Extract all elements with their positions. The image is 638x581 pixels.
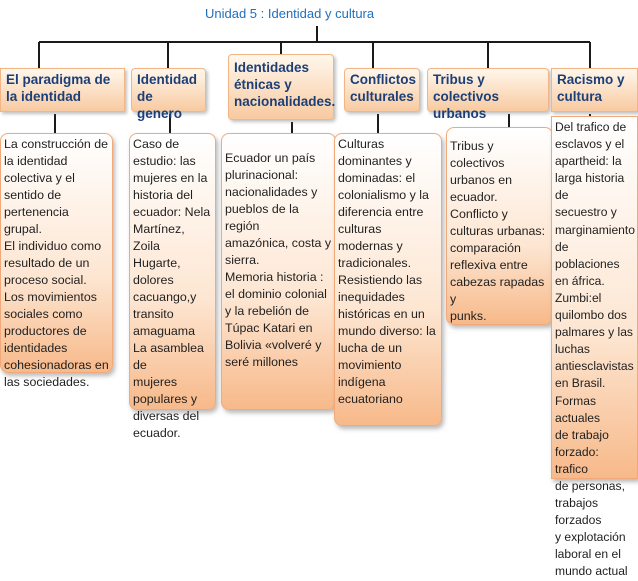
header-paradigma-identidad xyxy=(0,68,125,112)
header-tribus-colectivos xyxy=(427,68,549,121)
diagram-title: Unidad 5 : Identidad y cultura xyxy=(205,6,375,21)
body-text: Ecuador un país plurinacional: nacionalidades y pueblos de la región amazónica, costa y sierra. Memoria historia : el dominio colonial y la rebelión de Túpac Katari en Bolivia «volveré y seré millones xyxy=(225,151,332,369)
header-label: Racismo y cultura xyxy=(557,72,625,104)
header-label: Tribus y colectivos urbanos xyxy=(433,72,500,121)
header-label: Identidades étnicas y nacionalidades. xyxy=(234,60,336,109)
header-label: Conflictos culturales xyxy=(350,72,416,104)
header-conflictos-culturales xyxy=(344,68,420,112)
header-identidad-genero xyxy=(131,68,206,121)
body-text: Caso de estudio: las mujeres en la historia del ecuador: Nela Martínez, Zoila Hugarte, dolores cacuango,y transito amaguama La asamblea de mujeres populares y diversas del ecuador. xyxy=(133,137,211,440)
header-label: El paradigma de la identidad xyxy=(6,72,111,104)
header-label: Identidad de genero xyxy=(137,72,197,121)
body-identidades-etnicas xyxy=(221,133,336,410)
body-identidad-genero xyxy=(129,133,216,440)
body-tribus-colectivos xyxy=(446,127,553,325)
body-text: Del trafico de esclavos y el apartheid: la larga historia de secuestro y marginamiento de poblaciones en áfrica. Zumbi:el quilombo dos palmares y las luchas antiesclavistas en Brasil. Formas actuales de trabajo forzado: trafico de personas, trabajos forzados y explotación laboral en el mundo actual xyxy=(555,120,635,579)
body-text: Culturas dominantes y dominadas: el colonialismo y la diferencia entre culturas modernas y tradicionales. Resistiendo las inequidades históricas en un mundo diverso: la lucha de un movimiento indígena ecuatoriano xyxy=(338,137,436,406)
body-conflictos-culturales xyxy=(334,133,442,426)
body-text: Tribus y colectivos urbanos en ecuador. Conflicto y culturas urbanas: comparación reflexiva entre cabezas rapadas y punks. xyxy=(450,139,546,323)
body-paradigma-identidad xyxy=(0,133,113,389)
body-text: La construcción de la identidad colectiva y el sentido de pertenencia grupal. El individuo como resultado de un proceso social. Los movimientos sociales como productores de identidades cohesionadoras en las sociedades. xyxy=(4,137,109,389)
header-racismo-cultura xyxy=(551,68,638,112)
body-racismo-cultura xyxy=(551,116,638,579)
header-identidades-etnicas xyxy=(228,54,334,120)
